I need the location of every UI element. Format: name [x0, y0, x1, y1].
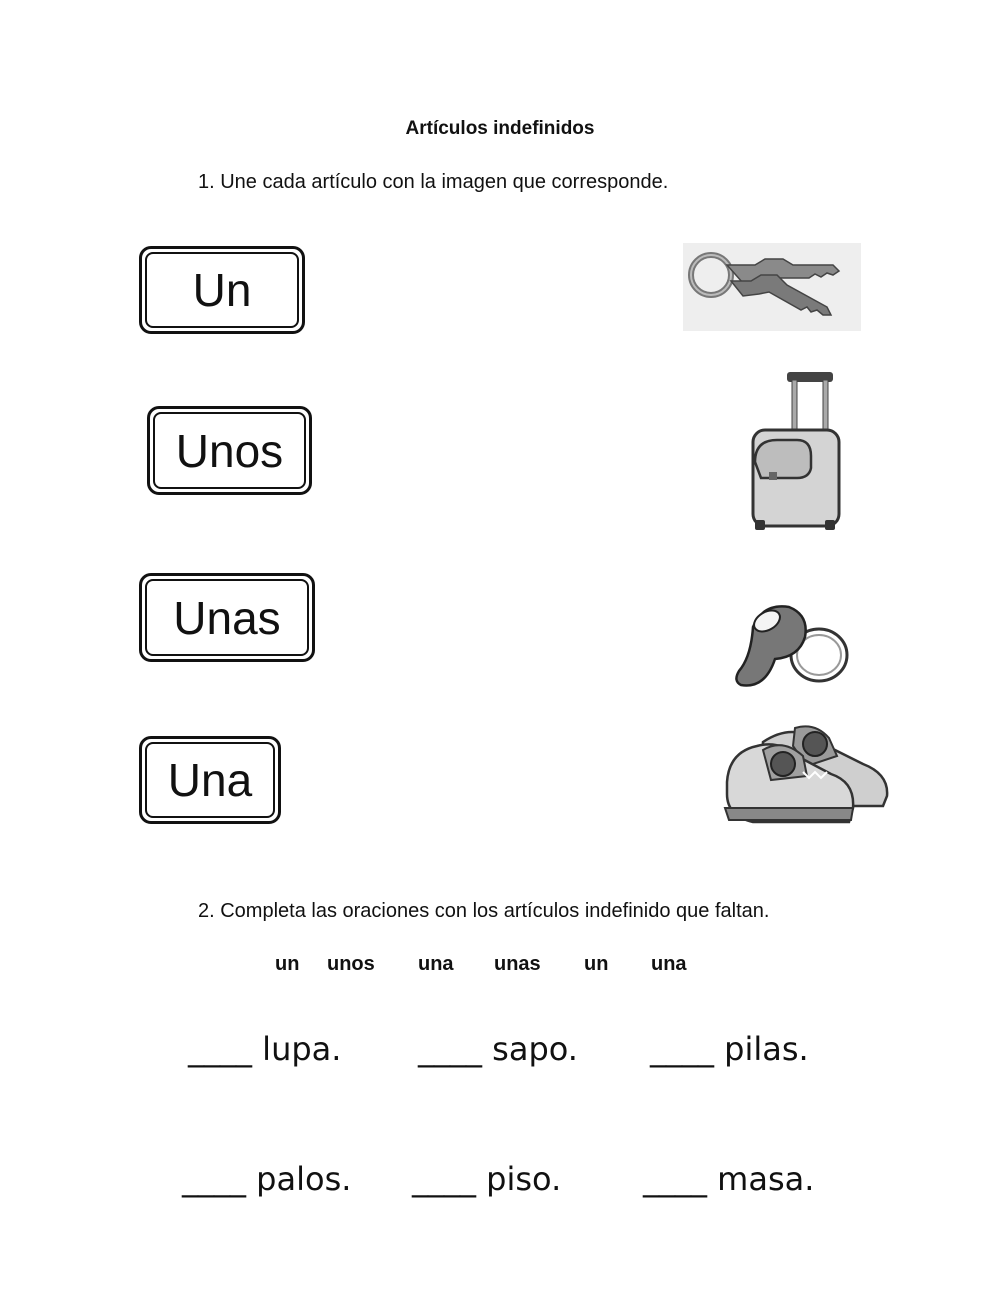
word-bank-item: una	[651, 953, 687, 975]
article-box-unas[interactable]	[139, 573, 315, 662]
sentence-blank[interactable]: ____ sapo.	[418, 1030, 578, 1068]
sentence-blank[interactable]: ____ lupa.	[188, 1030, 342, 1068]
word-bank	[275, 953, 687, 976]
word-bank-item: unos	[327, 953, 375, 975]
word-bank-item: unas	[494, 953, 541, 975]
article-label: Un	[192, 264, 252, 316]
word-bank-item: un	[275, 953, 300, 975]
article-box-una[interactable]	[139, 736, 281, 824]
sentence-blank[interactable]: ____ palos.	[182, 1160, 352, 1198]
page-title: Artículos indefinidos	[405, 118, 595, 139]
article-label: Una	[167, 754, 253, 806]
keys-icon[interactable]	[683, 243, 861, 331]
sneakers-icon[interactable]	[723, 722, 889, 828]
instruction-2: 2. Completa las oraciones con los artículos indefinido que faltan.	[198, 900, 770, 922]
article-label: Unos	[175, 424, 284, 477]
word-bank-item: un	[584, 953, 609, 975]
article-box-un[interactable]	[139, 246, 305, 334]
word-bank-item: una	[418, 953, 454, 975]
suitcase-icon[interactable]	[747, 370, 843, 532]
pacifier-icon[interactable]	[733, 597, 853, 689]
article-box-unos[interactable]	[147, 406, 312, 495]
sentence-blank[interactable]: ____ masa.	[643, 1160, 815, 1198]
sentence-blank[interactable]: ____ piso.	[412, 1160, 562, 1198]
sentence-blank[interactable]: ____ pilas.	[650, 1030, 809, 1068]
instruction-1: 1. Une cada artículo con la imagen que corresponde.	[198, 171, 669, 193]
article-label: Unas	[173, 591, 281, 644]
